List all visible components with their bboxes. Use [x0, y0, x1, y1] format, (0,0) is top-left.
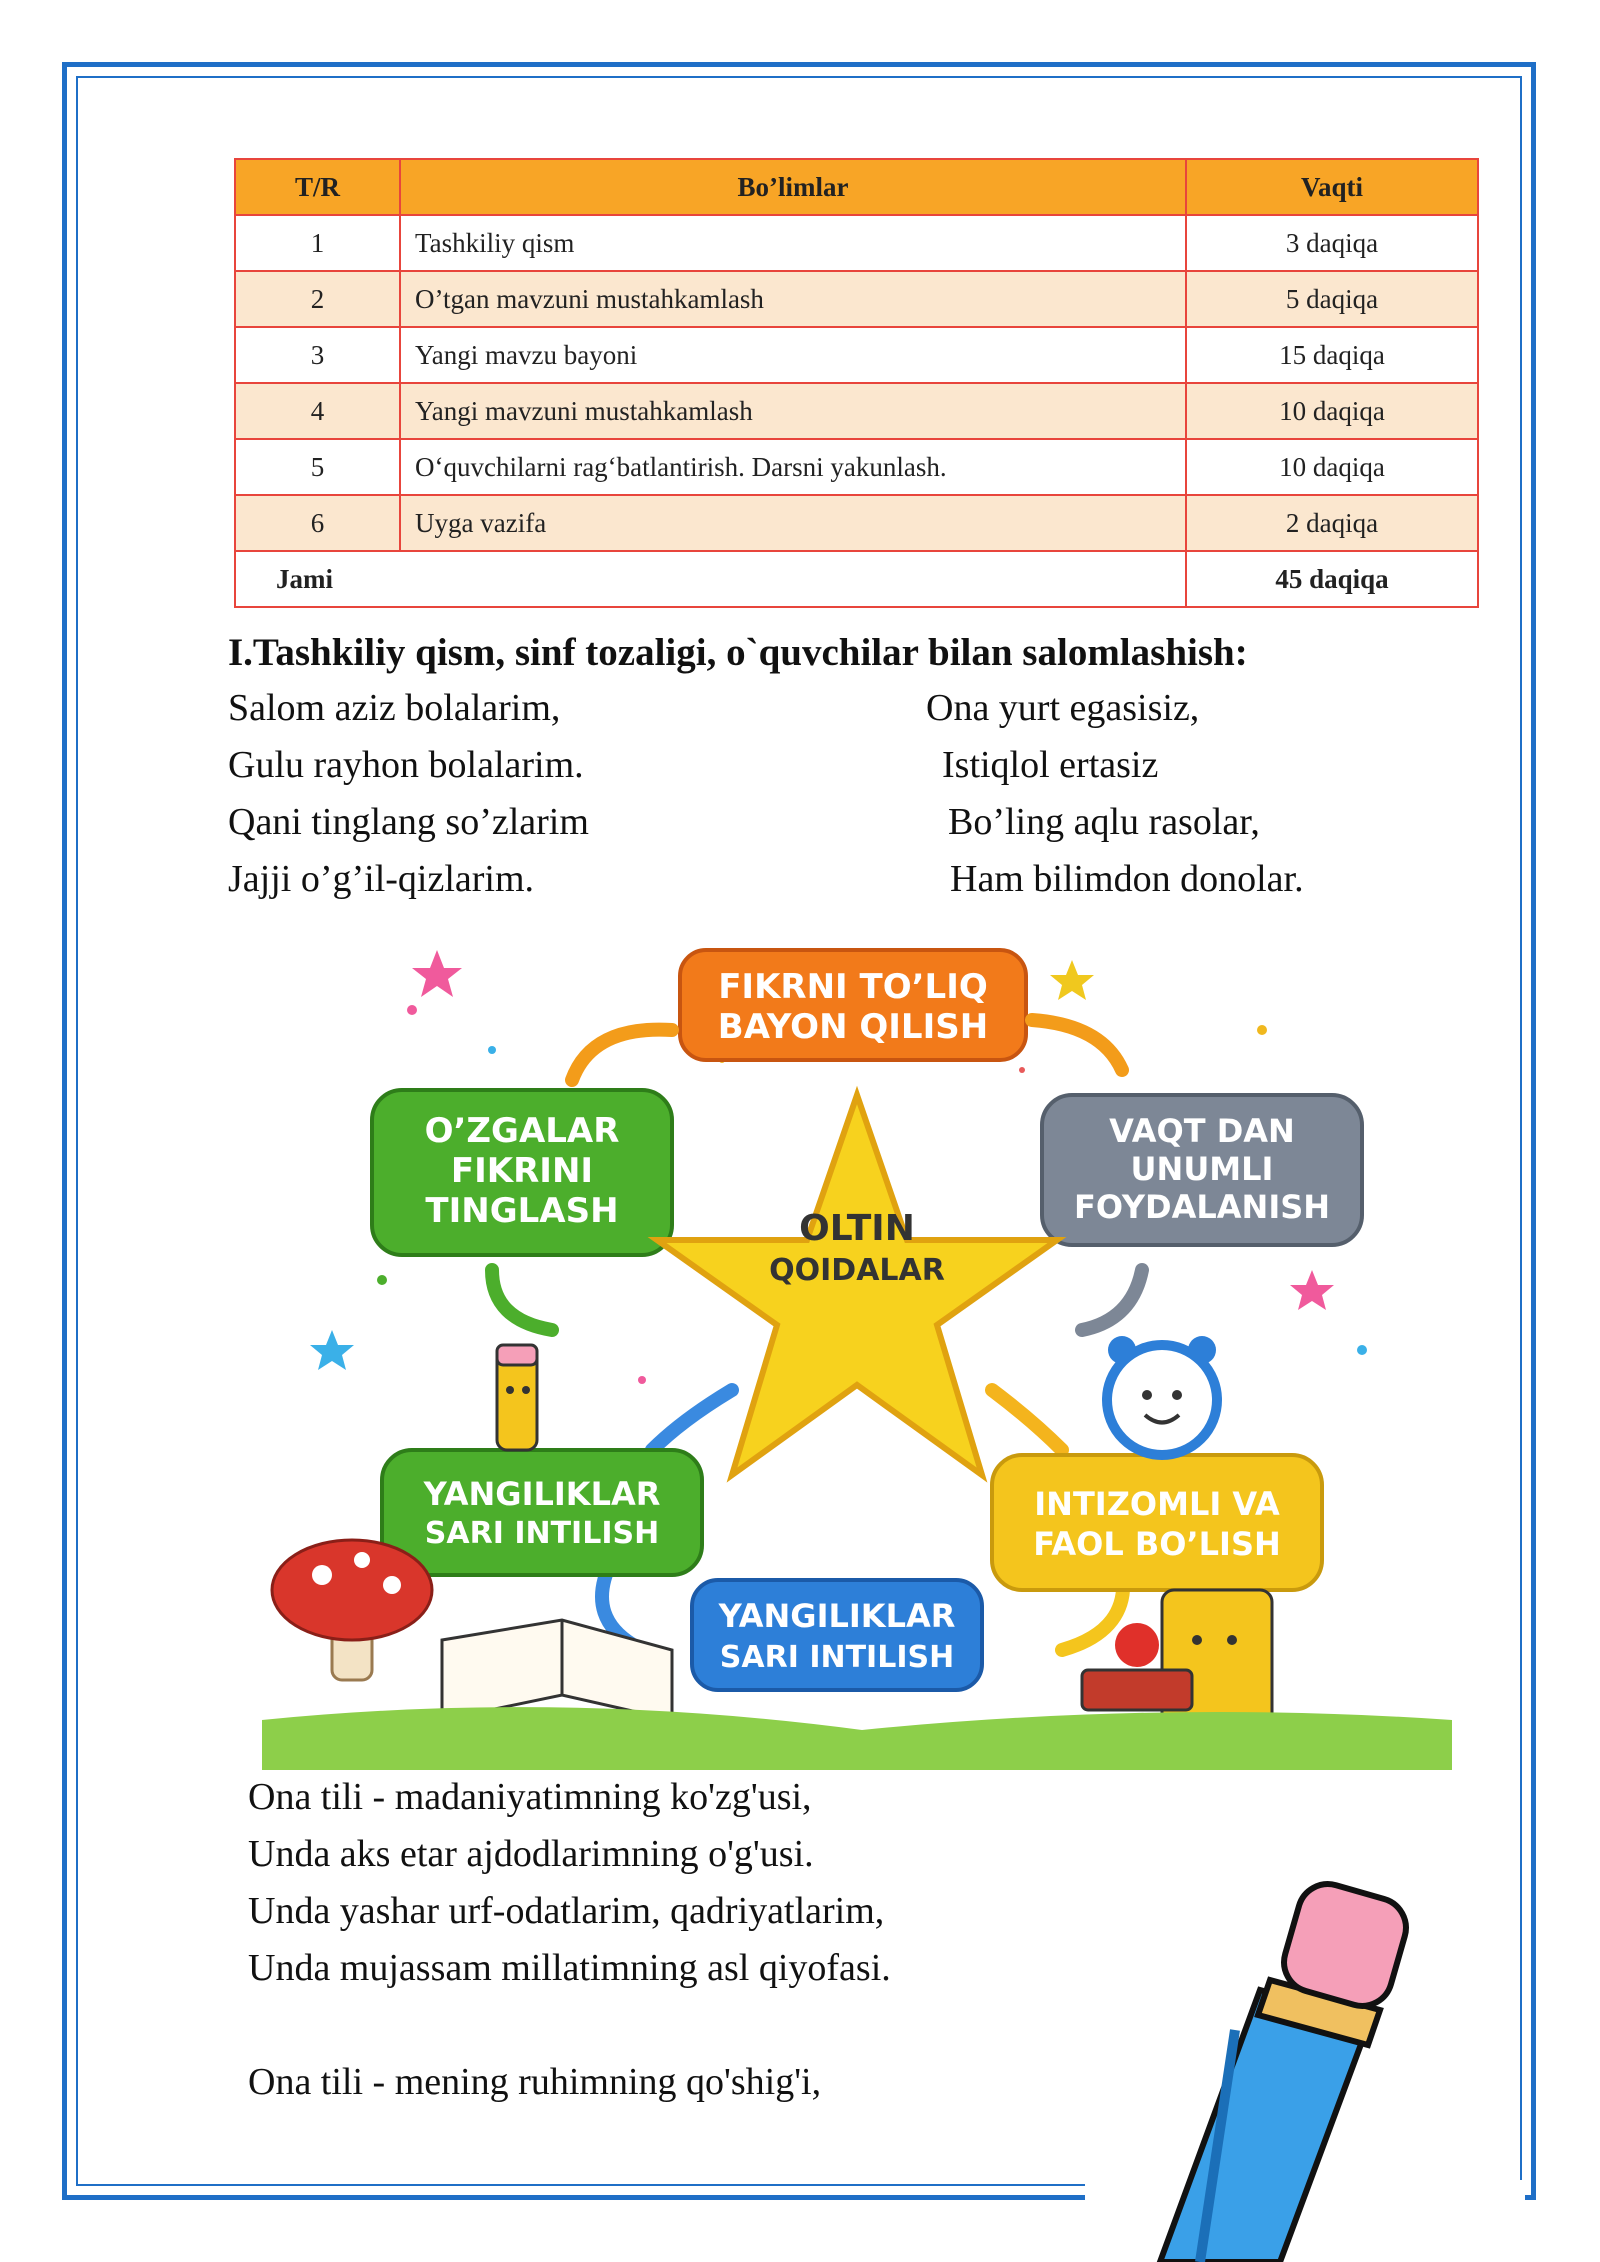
- pencil-mascot-icon: [497, 1345, 537, 1450]
- table-row: [235, 215, 1478, 271]
- rule-right-line3: FOYDALANISH: [1073, 1188, 1331, 1226]
- rule-box-left: [372, 1090, 672, 1255]
- alarm-clock-mascot-icon: [1107, 1336, 1217, 1455]
- rule-box-top: [680, 950, 1026, 1060]
- row-number: 6: [235, 495, 400, 551]
- table-row: [235, 439, 1478, 495]
- table-row: [235, 271, 1478, 327]
- row-section: O‘quvchilarni rag‘batlantirish. Darsni yakunlash.: [400, 439, 1186, 495]
- rule-box-right: [1042, 1095, 1362, 1245]
- rule-top-line2: BAYON QILISH: [717, 1007, 989, 1047]
- rule-left-line2: FIKRINI: [450, 1151, 594, 1191]
- greeting-left-line: Salom aziz bolalarim,: [228, 687, 561, 729]
- row-time: 5 daqiqa: [1186, 271, 1478, 327]
- row-section: Yangi mavzuni mustahkamlash: [400, 383, 1186, 439]
- section-heading: I.Tashkiliy qism, sinf tozaligi, o`quvchilar bilan salomlashish:: [228, 631, 1248, 674]
- pencil-corner-icon: [1140, 1870, 1470, 2262]
- total-time: 45 daqiqa: [1186, 551, 1478, 607]
- golden-star: [657, 1095, 1057, 1475]
- poem-line: Ona tili - madaniyatimning ko'zg'usi,: [248, 1776, 812, 1818]
- row-time: 2 daqiqa: [1186, 495, 1478, 551]
- rule-top-line1: FIKRNI TO’LIQ: [718, 967, 988, 1007]
- row-number: 2: [235, 271, 400, 327]
- star-line1: OLTIN: [799, 1208, 915, 1249]
- row-number: 4: [235, 383, 400, 439]
- rule-bottom-left-line1: YANGILIKLAR: [423, 1475, 661, 1513]
- grass-decoration: [262, 1707, 1452, 1770]
- poem-line: Ona tili - mening ruhimning qo'shig'i,: [248, 2061, 822, 2103]
- row-number: 1: [235, 215, 400, 271]
- greeting-right-line: Ona yurt egasisiz,: [926, 687, 1200, 729]
- header-number: T/R: [235, 159, 400, 215]
- row-section: O’tgan mavzuni mustahkamlash: [400, 271, 1186, 327]
- row-number: 5: [235, 439, 400, 495]
- row-section: Yangi mavzu bayoni: [400, 327, 1186, 383]
- golden-rules-illustration: [262, 930, 1452, 1770]
- greeting-right-line: Istiqlol ertasiz: [942, 744, 1159, 786]
- row-number: 3: [235, 327, 400, 383]
- poem-line: Unda yashar urf-odatlarim, qadriyatlarim,: [248, 1890, 885, 1932]
- mushroom-icon: [272, 1540, 432, 1680]
- rule-right-line1: VAQT DAN: [1109, 1112, 1295, 1150]
- rule-bottom-center-line2: SARI INTILISH: [719, 1640, 955, 1675]
- row-time: 3 daqiqa: [1186, 215, 1478, 271]
- table-row: [235, 327, 1478, 383]
- star-line2: QOIDALAR: [769, 1253, 945, 1288]
- lesson-plan-table: [234, 158, 1479, 608]
- header-sections: Bo’limlar: [400, 159, 1186, 215]
- rule-bottom-center-line1: YANGILIKLAR: [718, 1597, 956, 1635]
- greeting-left-line: Qani tinglang so’zlarim: [228, 801, 589, 843]
- table-header-row: [235, 159, 1478, 215]
- row-time: 10 daqiqa: [1186, 439, 1478, 495]
- table-total-row: [235, 551, 1478, 607]
- rule-bottom-right-line1: INTIZOMLI VA: [1034, 1485, 1280, 1523]
- rule-bottom-right-line2: FAOL BO’LISH: [1033, 1525, 1281, 1563]
- rule-box-bottom-center: [692, 1580, 982, 1690]
- poem-line: Unda aks etar ajdodlarimning o'g'usi.: [248, 1833, 814, 1875]
- poem-line: Unda mujassam millatimning asl qiyofasi.: [248, 1947, 891, 1989]
- greeting-left-line: Jajji o’g’il-qizlarim.: [228, 858, 535, 900]
- greeting-left-line: Gulu rayhon bolalarim.: [228, 744, 584, 786]
- header-time: Vaqti: [1186, 159, 1478, 215]
- row-section: Uyga vazifa: [400, 495, 1186, 551]
- table-row: [235, 495, 1478, 551]
- rule-box-bottom-right: [992, 1455, 1322, 1590]
- rule-box-bottom-left: [382, 1450, 702, 1575]
- row-time: 10 daqiqa: [1186, 383, 1478, 439]
- rule-left-line1: O’ZGALAR: [424, 1111, 620, 1151]
- open-book-icon: [442, 1620, 672, 1720]
- rule-right-line2: UNUMLI: [1130, 1150, 1274, 1188]
- greeting-right-line: Ham bilimdon donolar.: [950, 858, 1304, 900]
- table-row: [235, 383, 1478, 439]
- rule-bottom-left-line2: SARI INTILISH: [424, 1516, 660, 1551]
- rule-left-line3: TINGLASH: [425, 1191, 619, 1231]
- row-section: Tashkiliy qism: [400, 215, 1186, 271]
- greeting-right-line: Bo’ling aqlu rasolar,: [948, 801, 1260, 843]
- row-time: 15 daqiqa: [1186, 327, 1478, 383]
- total-label: Jami: [235, 551, 1186, 607]
